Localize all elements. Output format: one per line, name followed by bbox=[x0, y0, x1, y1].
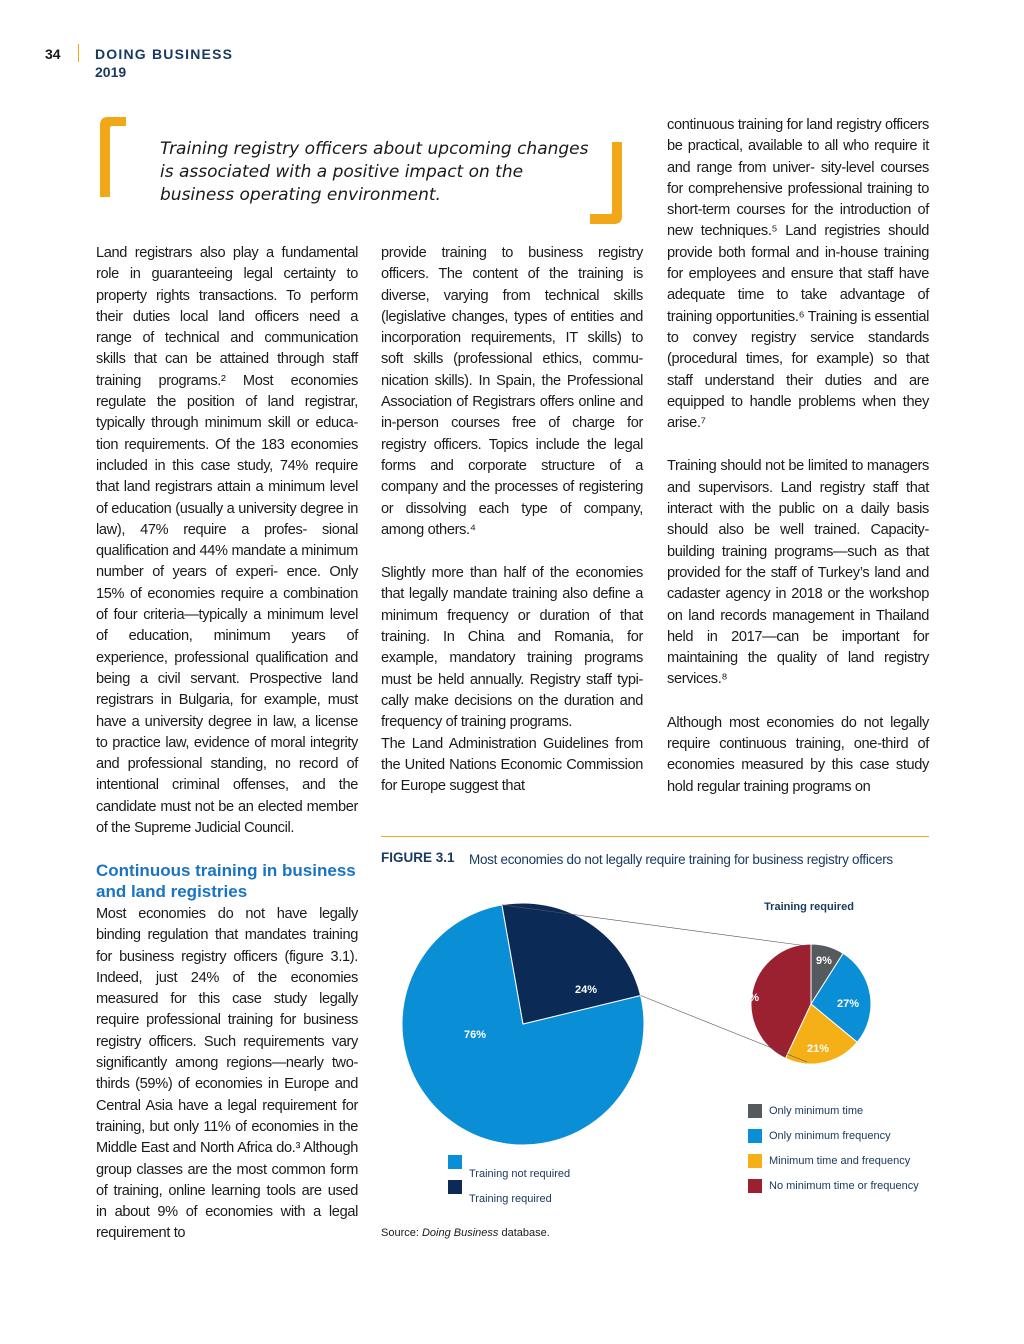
body-column-2 bbox=[381, 243, 643, 797]
paragraph: Most economies do not have legally binding regulation that mandates training for business registry officers (figure 3.1). Indeed, just 24% of the economies measured for this case study legally require professional training for business registry officers. Such requirements vary significantly among regions—nearly two- thirds (59%) of economies in Europe and Central Asia have a legal requirement for training, but only 11% of economies in the Middle East and North Africa do.³ Although group classes are the most common form of training, online learning tools are used in about 9% of economies with a legal requirement to bbox=[96, 906, 358, 1242]
legend-swatch-0 bbox=[448, 1155, 462, 1169]
legend-swatch-sub-3 bbox=[748, 1179, 762, 1193]
paragraph: Training should not be limited to managers and supervisors. Land registry staff that interact with the public on a daily basis should also be well trained. Capacity-building training programs—such as that provided for the staff of Turkey’s land and cadaster agency in 2018 or the workshop on land records management in Thailand held in 2017—can be important for maintaining the quality of land registry services.⁸ bbox=[667, 458, 929, 688]
paragraph: continuous training for land registry officers be practical, available to all who require it and range from univer- sity-level courses for comprehensive professional training to short-term courses for the introduction of new techniques.⁵ Land registries should provide both formal and in-house training for employees and ensure that staff have adequate time to take advantage of training opportunities.⁶ Training is essential to convey registry service standards (procedural times, for example) so that staff understand their duties and are equipped to handle problems when they arise.⁷ bbox=[667, 117, 929, 432]
publication-title: DOING BUSINESS bbox=[95, 46, 234, 62]
paragraph: Although most economies do not legally require continuous training, one-third of economies measured by this case study hold regular training programs on bbox=[667, 714, 929, 795]
page-number: 34 bbox=[45, 46, 61, 62]
header-separator bbox=[78, 44, 79, 62]
pie-label-9: 9% bbox=[816, 954, 832, 967]
section-heading: Continuous training in business and land registries bbox=[96, 861, 356, 901]
publication-year: 2019 bbox=[95, 64, 127, 80]
body-column-3 bbox=[667, 115, 929, 798]
body-column-1-continued bbox=[96, 904, 358, 1245]
quote-open-bracket-icon bbox=[100, 117, 126, 197]
sub-pie-title: Training required bbox=[764, 900, 854, 913]
legend-label-main-1: Training required bbox=[469, 1192, 552, 1205]
body-column-1 bbox=[96, 243, 358, 839]
pie-label-76: 76% bbox=[463, 1028, 487, 1041]
legend-label-sub-3: No minimum time or frequency bbox=[769, 1179, 919, 1192]
legend-swatch-1 bbox=[448, 1180, 462, 1194]
figure-chart bbox=[381, 890, 929, 1220]
figure-label: FIGURE 3.1 bbox=[381, 850, 455, 865]
legend-swatch-sub-0 bbox=[748, 1104, 762, 1118]
paragraph: The Land Administration Guidelines from the United Nations Economic Commission for Europe suggest that bbox=[381, 735, 643, 795]
legend-swatch-sub-2 bbox=[748, 1154, 762, 1168]
pie-label-21: 21% bbox=[806, 1042, 830, 1055]
legend-label-sub-0: Only minimum time bbox=[769, 1104, 864, 1117]
legend-label-main-0: Training not required bbox=[469, 1167, 571, 1180]
pie-label-27: 27% bbox=[836, 997, 860, 1010]
figure-title: Most economies do not legally require training for business registry officers bbox=[469, 852, 893, 867]
pie-label-43: 43% bbox=[736, 991, 760, 1004]
figure-divider bbox=[381, 836, 929, 837]
figure-source: Source: Doing Business database. bbox=[381, 1227, 550, 1239]
paragraph: Slightly more than half of the economies that legally mandate training also define a minimum frequency or duration of that training. In China and Romania, for example, mandatory training programs must be held annually. Registry staff typi- cally make decisions on the duration and frequency of training programs. bbox=[381, 565, 643, 731]
legend-label-sub-2: Minimum time and frequency bbox=[769, 1154, 911, 1167]
pie-label-24: 24% bbox=[574, 983, 598, 996]
paragraph: Land registrars also play a fundamental role in guaranteeing legal certainty to property rights transactions. To perform their duties local land officers need a range of technical and communication skills that can be attained through staff training programs.² Most economies regulate the position of land registrar, typically through minimum skill or educa- tion requirements. Of the 183 economies included in this case study, 74% require that land registrars attain a minimum level of education (usually a university degree in law), 47% require a profes- sional qualification and 44% mandate a minimum number of years of experi- ence. Only 15% of economies require a combination of four criteria—typically a minimum level of education, minimum years of experience, professional qualification and being a civil servant. Prospective land registrars in Bulgaria, for example, must have a university degree in law, a license to practice law, evidence of moral integrity and professional standing, no record of intentional criminal offenses, and the candidate must not be an elected member of the Supreme Judicial Council. bbox=[96, 245, 358, 837]
legend-label-sub-1: Only minimum frequency bbox=[769, 1129, 891, 1142]
paragraph: provide training to business registry officers. The content of the training is diverse, varying from technical skills (legislative changes, types of entities and incorporation requirements, IT skills) to soft skills (professional ethics, commu- nication skills). In Spain, the Professional Association of Registrars offers online and in-person courses free of charge for registry officers. Topics include the legal forms and corporate structure of a company and the processes of registering or dissolving each type of company, among others.⁴ bbox=[381, 245, 643, 538]
legend-swatch-sub-1 bbox=[748, 1129, 762, 1143]
quote-close-bracket-icon bbox=[590, 142, 622, 224]
pull-quote: Training registry officers about upcoming changes is associated with a positive impact on the business operating environment. bbox=[160, 139, 589, 205]
